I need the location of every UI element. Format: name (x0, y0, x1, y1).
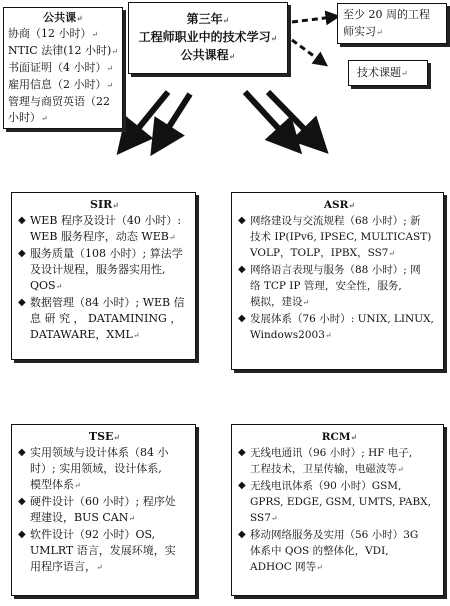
tse-title: TSE↵ (88, 430, 121, 443)
arrow-to-internship (292, 17, 333, 22)
bullet-icon: ◆ (18, 297, 26, 308)
public-line: NTIC 法律(12 小时)↵ (8, 44, 118, 57)
bullet-icon: ◆ (238, 529, 246, 540)
public-line: 书面证明（4 小时）↵ (8, 61, 114, 74)
internship-box (337, 3, 447, 44)
rcm-item: ◆ 无线电通讯（96 小时）; HF 电子, 工程技术，卫星传输，电磁波等↵ (238, 447, 413, 475)
bullet-icon: ◆ (238, 480, 246, 491)
center-line-topic: 工程师职业中的技术学习↵ (138, 30, 278, 44)
bullet-icon: ◆ (238, 313, 246, 324)
tse-box (11, 424, 196, 596)
sir-item: ◆ WEB 程序及设计（40 小时）: WEB 服务程序，动态 WEB↵ (18, 214, 182, 243)
tse-item: ◆ 软件设计（92 小时）OS, UMLRT 语言，发展环境，实 用程序语言，↵ (18, 528, 176, 573)
public-course-title: 公共课↵ (43, 11, 83, 24)
project-box: 技术课题↵ (348, 60, 428, 86)
asr-title: ASR↵ (323, 199, 356, 211)
center-line-year: 第三年↵ (186, 12, 230, 26)
tse-item: ◆ 硬件设计（60 小时）; 程序处 理建设，BUS CAN↵ (18, 495, 176, 524)
public-line: 协商（12 小时）↵ (8, 27, 99, 40)
internship-line: 师实习↵ (343, 25, 383, 38)
tse-item: ◆ 实用领域与设计体系（84 小 时）; 实用领域，设计体系, 模型体系↵ (18, 446, 169, 491)
arrow-to-asr (245, 92, 290, 141)
sir-item: ◆ 数据管理（84 小时）; WEB 信 息 研 究 ， DATAMINING ， DATAWARE，XML↵ (18, 296, 185, 341)
asr-item: ◆ 网络语言表现与服务（88 小时）; 网 络 TCP IP 管理，安全性，服务, 模拟，建设↵ (238, 264, 421, 308)
asr-box (231, 192, 444, 370)
bullet-icon: ◆ (18, 447, 26, 458)
sir-box (11, 192, 196, 360)
bullet-icon: ◆ (18, 248, 26, 259)
public-line: 小时）↵ (8, 111, 48, 124)
asr-item: ◆ 发展体系（76 小时）: UNIX, LINUX, Windows2003↵ (238, 313, 434, 341)
bullet-icon: ◆ (18, 496, 26, 507)
rcm-title: RCM↵ (321, 431, 358, 443)
sir-title: SIR↵ (90, 198, 119, 211)
public-line: 管理与商贸英语（22 (8, 95, 110, 108)
arrow-to-project (292, 40, 322, 62)
bullet-icon: ◆ (238, 264, 246, 275)
center-line-course: 公共课程↵ (180, 48, 236, 62)
rcm-item: ◆ 移动网络服务及实用（56 小时）3G 体系中 QOS 的整体化，VDI, ADHOC 网等↵ (238, 529, 419, 573)
rcm-box (231, 424, 444, 596)
bullet-icon: ◆ (18, 529, 26, 540)
bullet-icon: ◆ (18, 215, 26, 226)
bullet-icon: ◆ (238, 447, 246, 458)
arrow-to-rcm (268, 92, 316, 141)
public-course-box (3, 7, 123, 129)
rcm-item: ◆ 无线电讯体系（90 小时）GSM, GPRS, EDGE, GSM, UMTS, PABX, SS7↵ (238, 480, 431, 524)
asr-item: ◆ 网络建设与交流规程（68 小时）; 新 技术 IP(IPv6, IPSEC, MULTICAST) VOLP，TOLP，IPBX，SS7↵ (238, 215, 432, 259)
public-line: 雇用信息（2 小时）↵ (8, 78, 114, 91)
project-label: 技术课题 (357, 66, 401, 79)
arrow-to-tse (160, 94, 190, 141)
bullet-icon: ◆ (238, 215, 246, 226)
sir-item: ◆ 服务质量（108 小时）; 算法学 及设计规程，服务器实用性, QOS↵ (18, 247, 183, 292)
center-box (128, 2, 288, 74)
internship-line: 至少 20 周的工程 (343, 8, 430, 21)
